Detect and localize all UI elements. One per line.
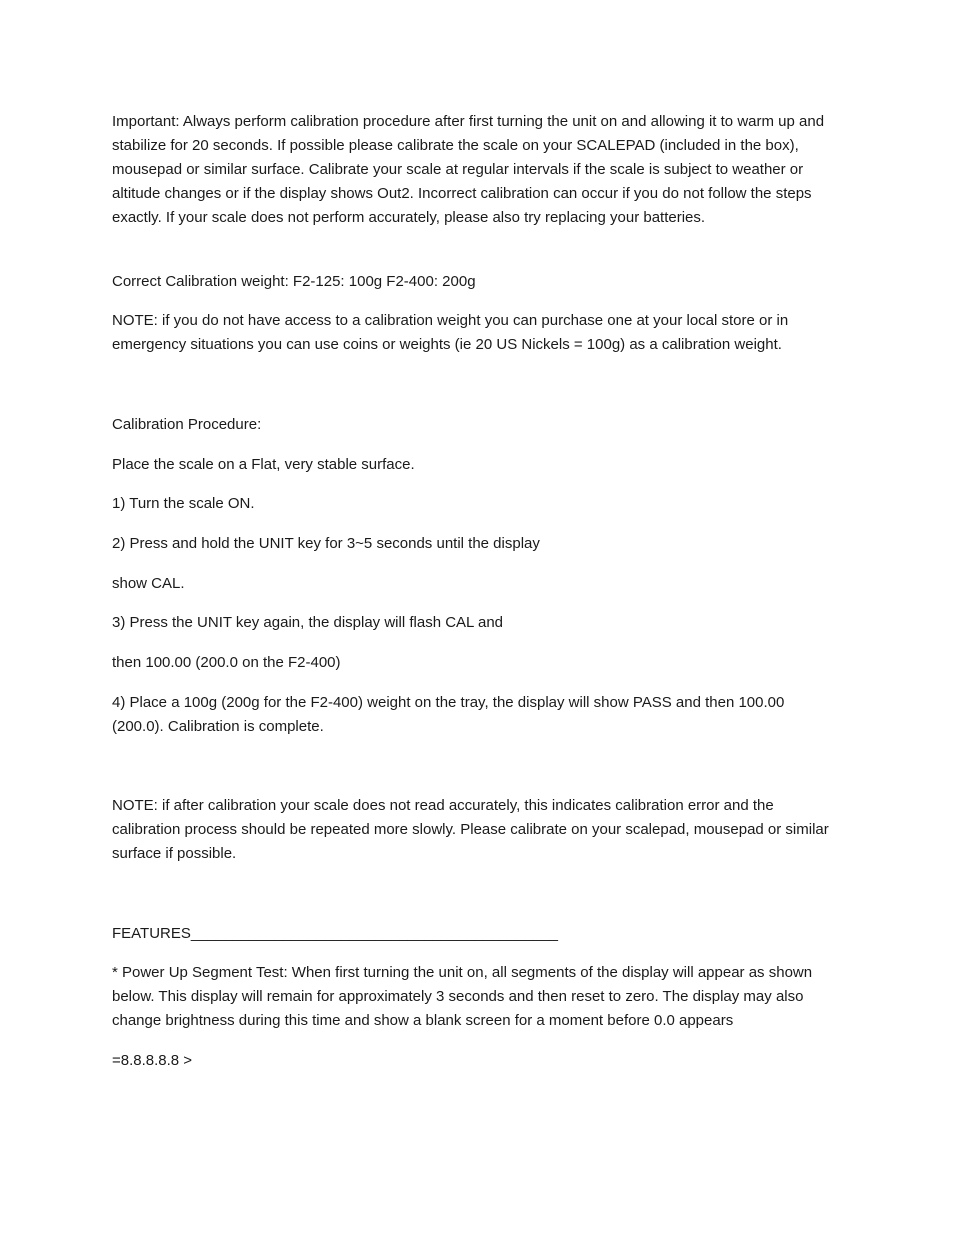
calibration-procedure-heading: Calibration Procedure: <box>112 416 262 433</box>
step-3-line-2: then 100.00 (200.0 on the F2-400) <box>112 654 341 671</box>
step-4: 4) Place a 100g (200g for the F2-400) weight on the tray, the display will show PASS and then 100.00 (200.0). Calibration is complete. <box>112 694 785 735</box>
power-up-segment-test: * Power Up Segment Test: When first turning the unit on, all segments of the display will appear as shown below. This display will remain for approximately 3 seconds and then reset to zero. The display may also change brightness during this time and show a blank screen for a moment before 0.0 appears <box>112 964 813 1029</box>
accuracy-note: NOTE: if after calibration your scale does not read accurately, this indicates calibration error and the calibration process should be repeated more slowly. Please calibrate on your scalepad, mousepad or similar surface if possible. <box>112 797 829 862</box>
step-1: 1) Turn the scale ON. <box>112 495 255 512</box>
step-3-line-1: 3) Press the UNIT key again, the display will flash CAL and <box>112 614 504 631</box>
step-2-line-1: 2) Press and hold the UNIT key for 3~5 seconds until the display <box>112 535 540 552</box>
calibration-weight-line: Correct Calibration weight: F2-125: 100g F2-400: 200g <box>112 273 476 290</box>
calibration-weight-note: NOTE: if you do not have access to a calibration weight you can purchase one at your local store or in emergency situations you can use coins or weights (ie 20 US Nickels = 100g) as a calibration weight. <box>112 312 789 353</box>
segment-display-example: =8.8.8.8.8 > <box>112 1052 193 1069</box>
features-heading: FEATURES____________________________________________ <box>112 925 558 942</box>
important-paragraph: Important: Always perform calibration procedure after first turning the unit on and allowing it to warm up and stabilize for 20 seconds. If possible please calibrate the scale on your SCALEPAD (included in the box), mousepad or similar surface. Calibrate your scale at regular intervals if the scale is subject to weather or altitude changes or if the display shows Out2. Incorrect calibration can occur if you do not follow the steps exactly. If your scale does not perform accurately, please also try replacing your batteries. <box>112 113 825 226</box>
surface-instruction: Place the scale on a Flat, very stable surface. <box>112 456 415 473</box>
step-2-line-2: show CAL. <box>112 575 185 592</box>
